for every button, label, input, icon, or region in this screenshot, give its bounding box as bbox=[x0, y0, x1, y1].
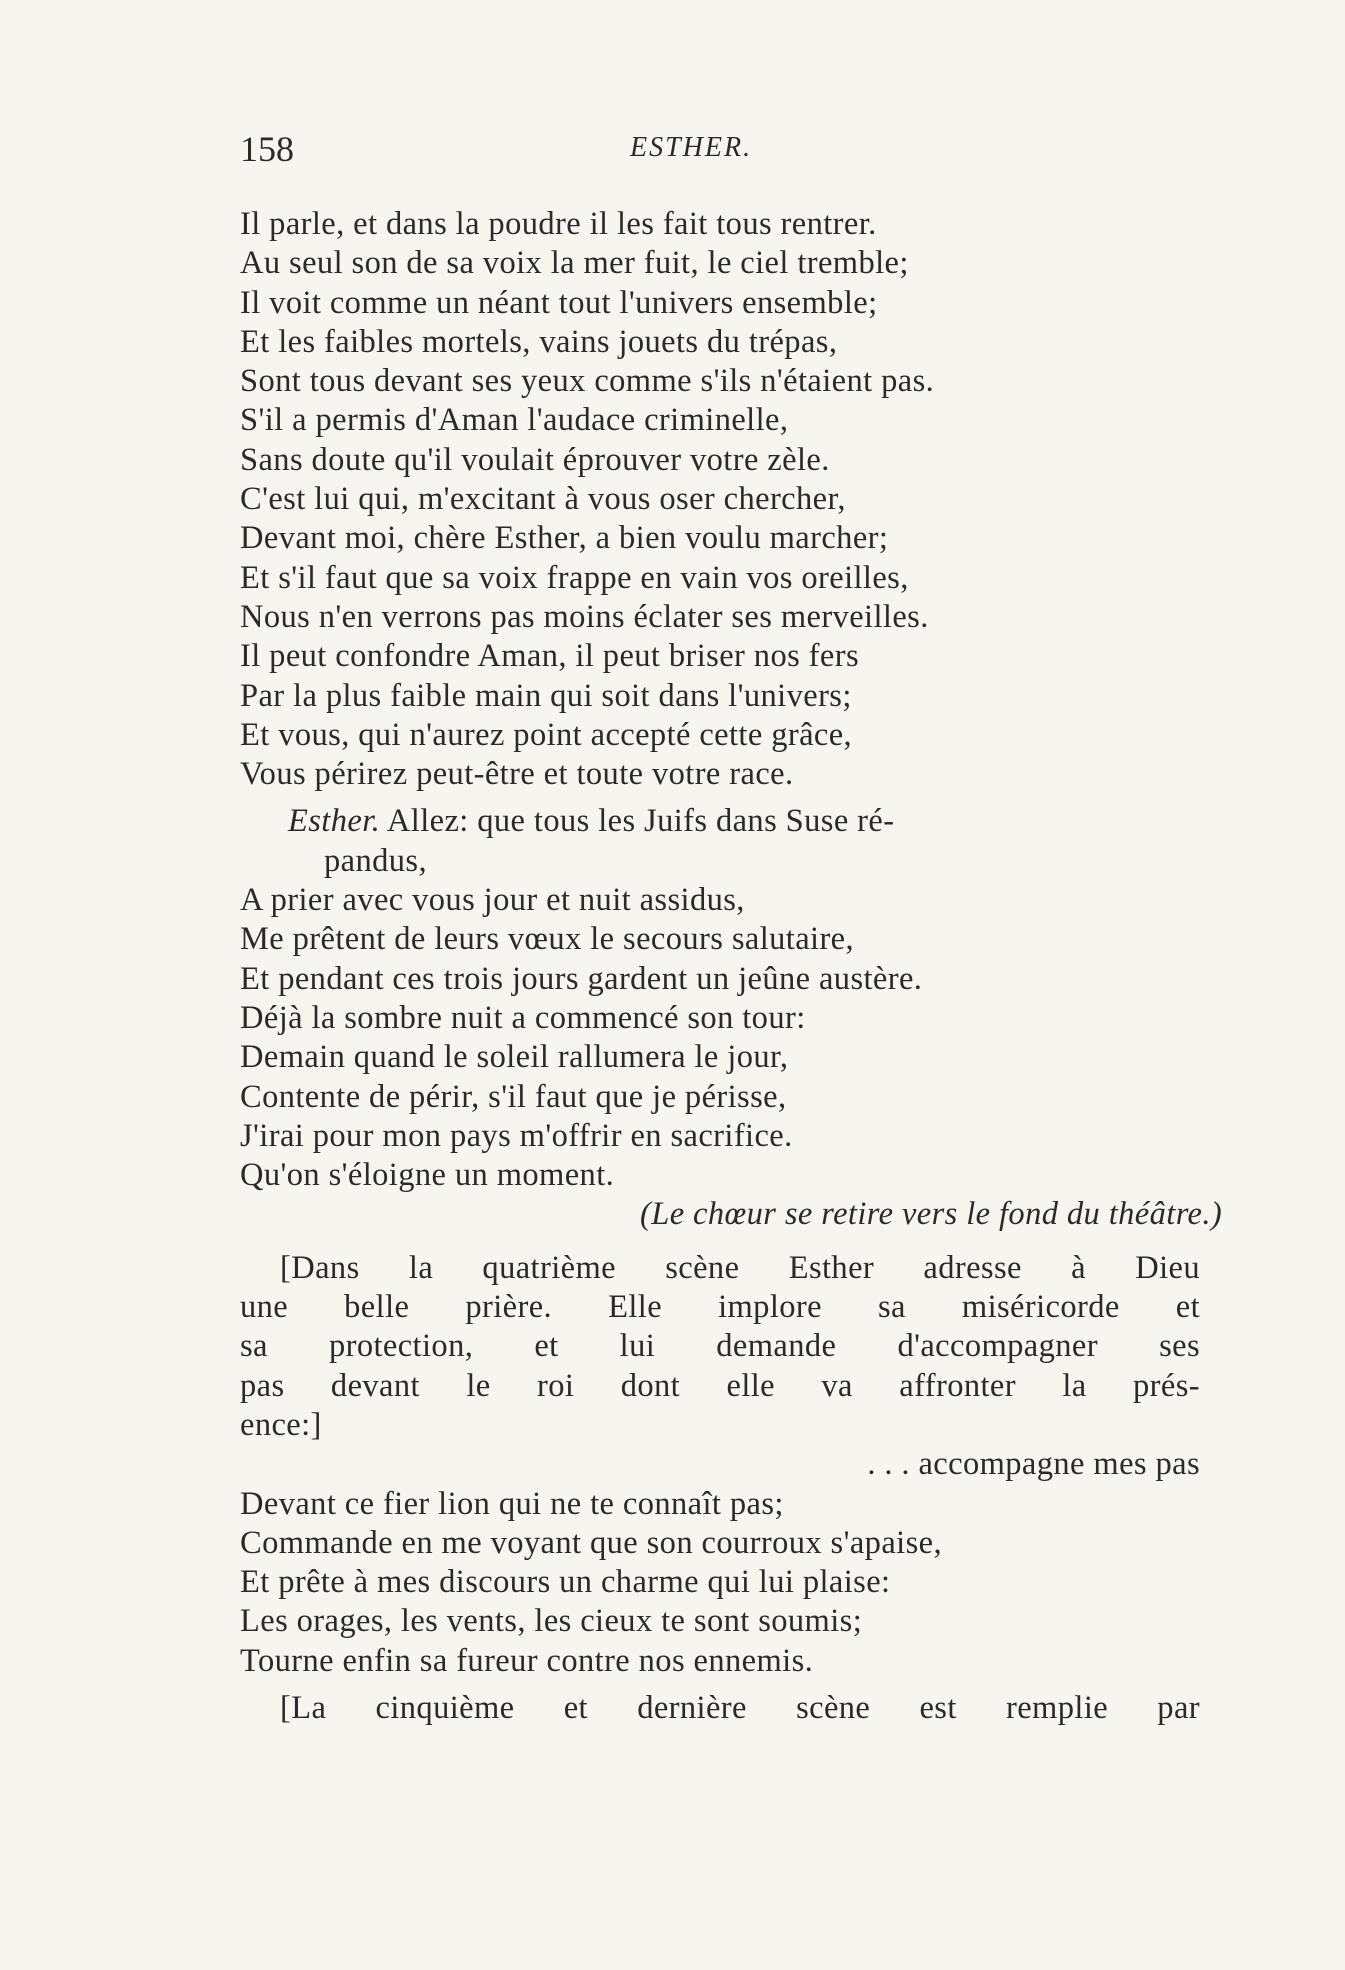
verse-line: Qu'on s'éloigne un moment. bbox=[240, 1157, 615, 1194]
verse-block-1 bbox=[240, 205, 1200, 794]
page-number: 158 bbox=[240, 129, 294, 169]
verse-line: Les orages, les vents, les cieux te sont soumis; bbox=[240, 1603, 863, 1640]
verse-line: Me prêtent de leurs vœux le secours salutaire, bbox=[240, 921, 855, 958]
speech-first-line bbox=[240, 802, 1200, 841]
speech-text: Allez: que tous les Juifs dans Suse ré- bbox=[386, 803, 895, 840]
page-header bbox=[240, 128, 1190, 178]
speech-esther bbox=[240, 802, 1200, 881]
verse-line: Commande en me voyant que son courroux s'apaise, bbox=[240, 1524, 942, 1561]
prose-line: [Dans la quatrième scène Esther adresse à Dieu bbox=[280, 1249, 1200, 1286]
verse-line: Et prête à mes discours un charme qui lui plaise: bbox=[240, 1564, 891, 1601]
verse-block-3 bbox=[240, 1445, 1200, 1681]
verse-line: J'irai pour mon pays m'offrir en sacrifice. bbox=[240, 1117, 793, 1154]
speech-continuation: pandus, bbox=[324, 842, 427, 879]
stage-paren-close: ) bbox=[1210, 1196, 1223, 1233]
verse-line: Contente de périr, s'il faut que je périsse, bbox=[240, 1078, 787, 1115]
verse-block-2 bbox=[240, 881, 1200, 1195]
prose-line: une belle prière. Elle implore sa miséricorde et bbox=[240, 1289, 1200, 1326]
verse-line: Et s'il faut que sa voix frappe en vain vos oreilles, bbox=[240, 559, 909, 596]
verse-line: Au seul son de sa voix la mer fuit, le ciel tremble; bbox=[240, 245, 909, 282]
prose-line: pas devant le roi dont elle va affronter la prés- bbox=[240, 1367, 1200, 1404]
verse-line: Et vous, qui n'aurez point accepté cette grâce, bbox=[240, 716, 853, 753]
prose-paragraph-1 bbox=[240, 1249, 1200, 1445]
verse-line: Il parle, et dans la poudre il les fait tous rentrer. bbox=[240, 206, 877, 242]
verse-line: Et pendant ces trois jours gardent un jeûne austère. bbox=[240, 960, 923, 997]
stage-paren-open: ( bbox=[640, 1196, 652, 1233]
verse-line: A prier avec vous jour et nuit assidus, bbox=[240, 882, 745, 919]
verse-line: Devant ce fier lion qui ne te connaît pas; bbox=[240, 1485, 784, 1522]
stage-direction bbox=[240, 1195, 1223, 1234]
verse-line: Il voit comme un néant tout l'univers ensemble; bbox=[240, 284, 878, 321]
verse-line: S'il a permis d'Aman l'audace criminelle, bbox=[240, 402, 789, 439]
verse-line: Sans doute qu'il voulait éprouver votre zèle. bbox=[240, 441, 830, 478]
running-title: ESTHER. bbox=[630, 132, 753, 163]
verse-line: Il peut confondre Aman, il peut briser nos fers bbox=[240, 638, 859, 675]
prose-paragraph-2 bbox=[240, 1689, 1200, 1728]
verse-line: Sont tous devant ses yeux comme s'ils n'étaient pas. bbox=[240, 363, 935, 400]
stage-direction-text: Le chœur se retire vers le fond du théâtre. bbox=[651, 1196, 1211, 1233]
prose-line: ence:] bbox=[240, 1406, 322, 1443]
verse-line: Et les faibles mortels, vains jouets du trépas, bbox=[240, 323, 838, 360]
verse-line: Demain quand le soleil rallumera le jour, bbox=[240, 1039, 789, 1076]
prose-line: [La cinquième et dernière scène est remplie par bbox=[280, 1689, 1200, 1726]
verse-line: Par la plus faible main qui soit dans l'univers; bbox=[240, 677, 852, 714]
prose-line: sa protection, et lui demande d'accompagner ses bbox=[240, 1328, 1200, 1365]
verse-line: Devant moi, chère Esther, a bien voulu marcher; bbox=[240, 520, 889, 557]
verse-line: Vous périrez peut-être et toute votre race. bbox=[240, 756, 794, 793]
verse-line: Nous n'en verrons pas moins éclater ses merveilles. bbox=[240, 598, 929, 635]
speaker-name: Esther. bbox=[288, 803, 381, 840]
text-body bbox=[240, 205, 1223, 1728]
verse-line-ellipsis: . . . accompagne mes pas bbox=[867, 1446, 1200, 1483]
verse-line: C'est lui qui, m'excitant à vous oser chercher, bbox=[240, 481, 846, 518]
verse-line: Déjà la sombre nuit a commencé son tour: bbox=[240, 999, 806, 1036]
verse-line: Tourne enfin sa fureur contre nos ennemis. bbox=[240, 1642, 814, 1679]
